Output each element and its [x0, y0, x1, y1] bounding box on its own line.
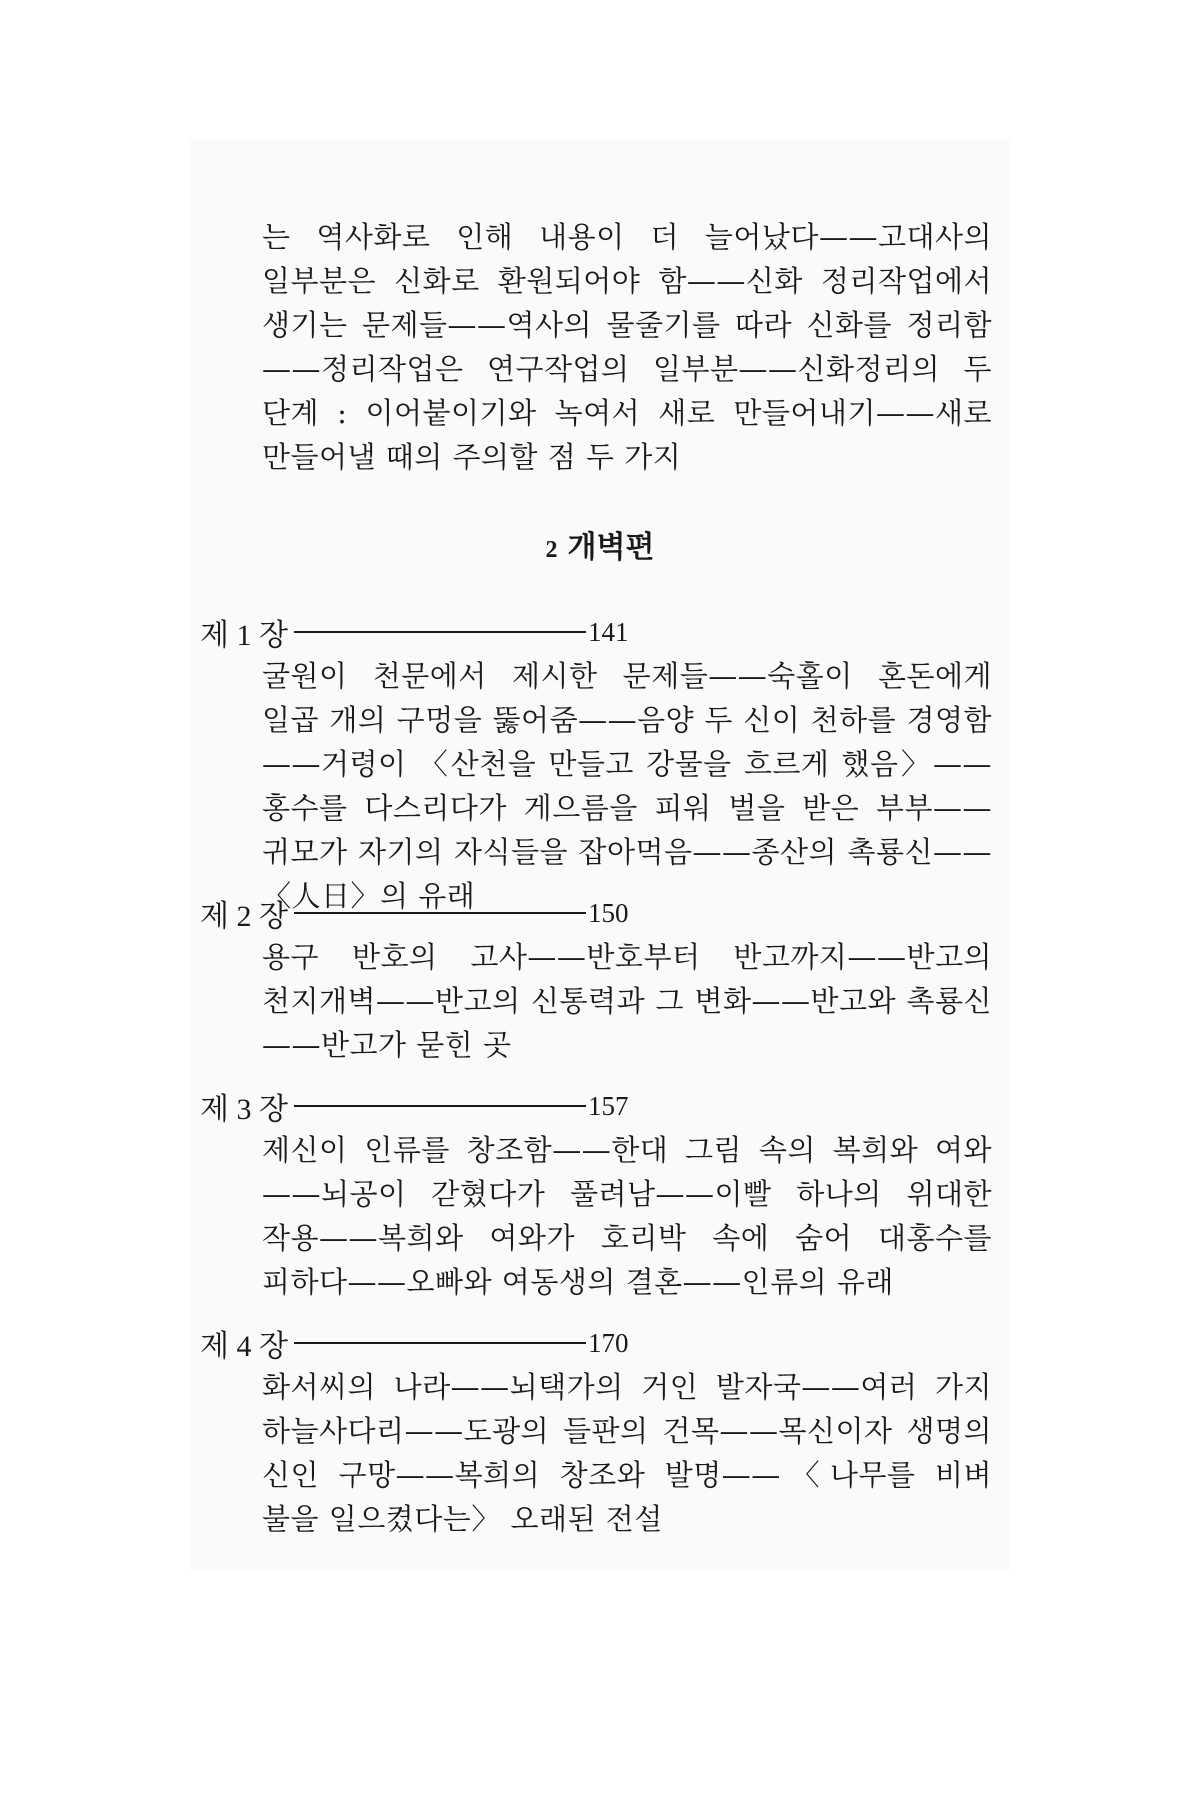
chapter-4-summary: 화서씨의 나라——뇌택가의 거인 발자국——여러 가지 하늘사다리——도광의 들판의 건목——목신이자 생명의 신인 구망——복희의 창조와 발명——〈나무를 비벼 불을 일으켰다는〉 오래된 전설	[262, 1370, 992, 1536]
leader-line	[294, 1342, 586, 1344]
section-number: 2	[545, 537, 558, 563]
leader-line	[294, 912, 586, 914]
leader-line	[294, 1105, 586, 1107]
chapter-page-number: 150	[587, 897, 629, 928]
chapter-label: 제 3 장	[200, 1093, 288, 1126]
chapter-label: 제 4 장	[200, 1330, 288, 1363]
chapter-3-summary: 제신이 인류를 창조함——한대 그림 속의 복희와 여와——뇌공이 갇혔다가 풀려남——이빨 하나의 위대한 작용——복희와 여와가 호리박 속에 숨어 대홍수를 피하다——오빠와 여동생의 결혼——인류의 유래	[262, 1133, 992, 1299]
chapter-1-summary: 굴원이 천문에서 제시한 문제들——숙홀이 혼돈에게 일곱 개의 구멍을 뚫어줌——음양 두 신이 천하를 경영함——거령이 〈산천을 만들고 강물을 흐르게 했음〉——홍수를 다스리다가 게으름을 피워 벌을 받은 부부——귀모가 자기의 자식들을 잡아먹음——종산의 촉룡신——〈人日〉의 유래	[262, 659, 992, 913]
chapter-1-heading	[200, 612, 628, 652]
chapter-2-summary: 용구 반호의 고사——반호부터 반고까지——반고의 천지개벽——반고의 신통력과 그 변화——반고와 촉룡신——반고가 묻힌 곳	[262, 940, 992, 1062]
chapter-page-number: 157	[587, 1090, 629, 1121]
chapter-3-heading	[200, 1086, 628, 1126]
chapter-page-number: 141	[587, 616, 629, 647]
section-title	[0, 522, 1200, 566]
section-title-text: 개벽편	[567, 530, 655, 565]
intro-paragraph: 는 역사화로 인해 내용이 더 늘어났다——고대사의 일부분은 신화로 환원되어야 함——신화 정리작업에서 생기는 문제들——역사의 물줄기를 따라 신화를 정리함——정리작업은 연구작업의 일부분——신화정리의 두 단계 : 이어붙이기와 녹여서 새로 만들어내기——새로 만들어낼 때의 주의할 점 두 가지	[262, 220, 992, 474]
chapter-page-number: 170	[587, 1327, 629, 1358]
chapter-4-heading	[200, 1323, 628, 1363]
chapter-2-heading	[200, 893, 628, 933]
chapter-label: 제 2 장	[200, 900, 288, 933]
leader-line	[294, 631, 586, 633]
chapter-label: 제 1 장	[200, 619, 288, 652]
